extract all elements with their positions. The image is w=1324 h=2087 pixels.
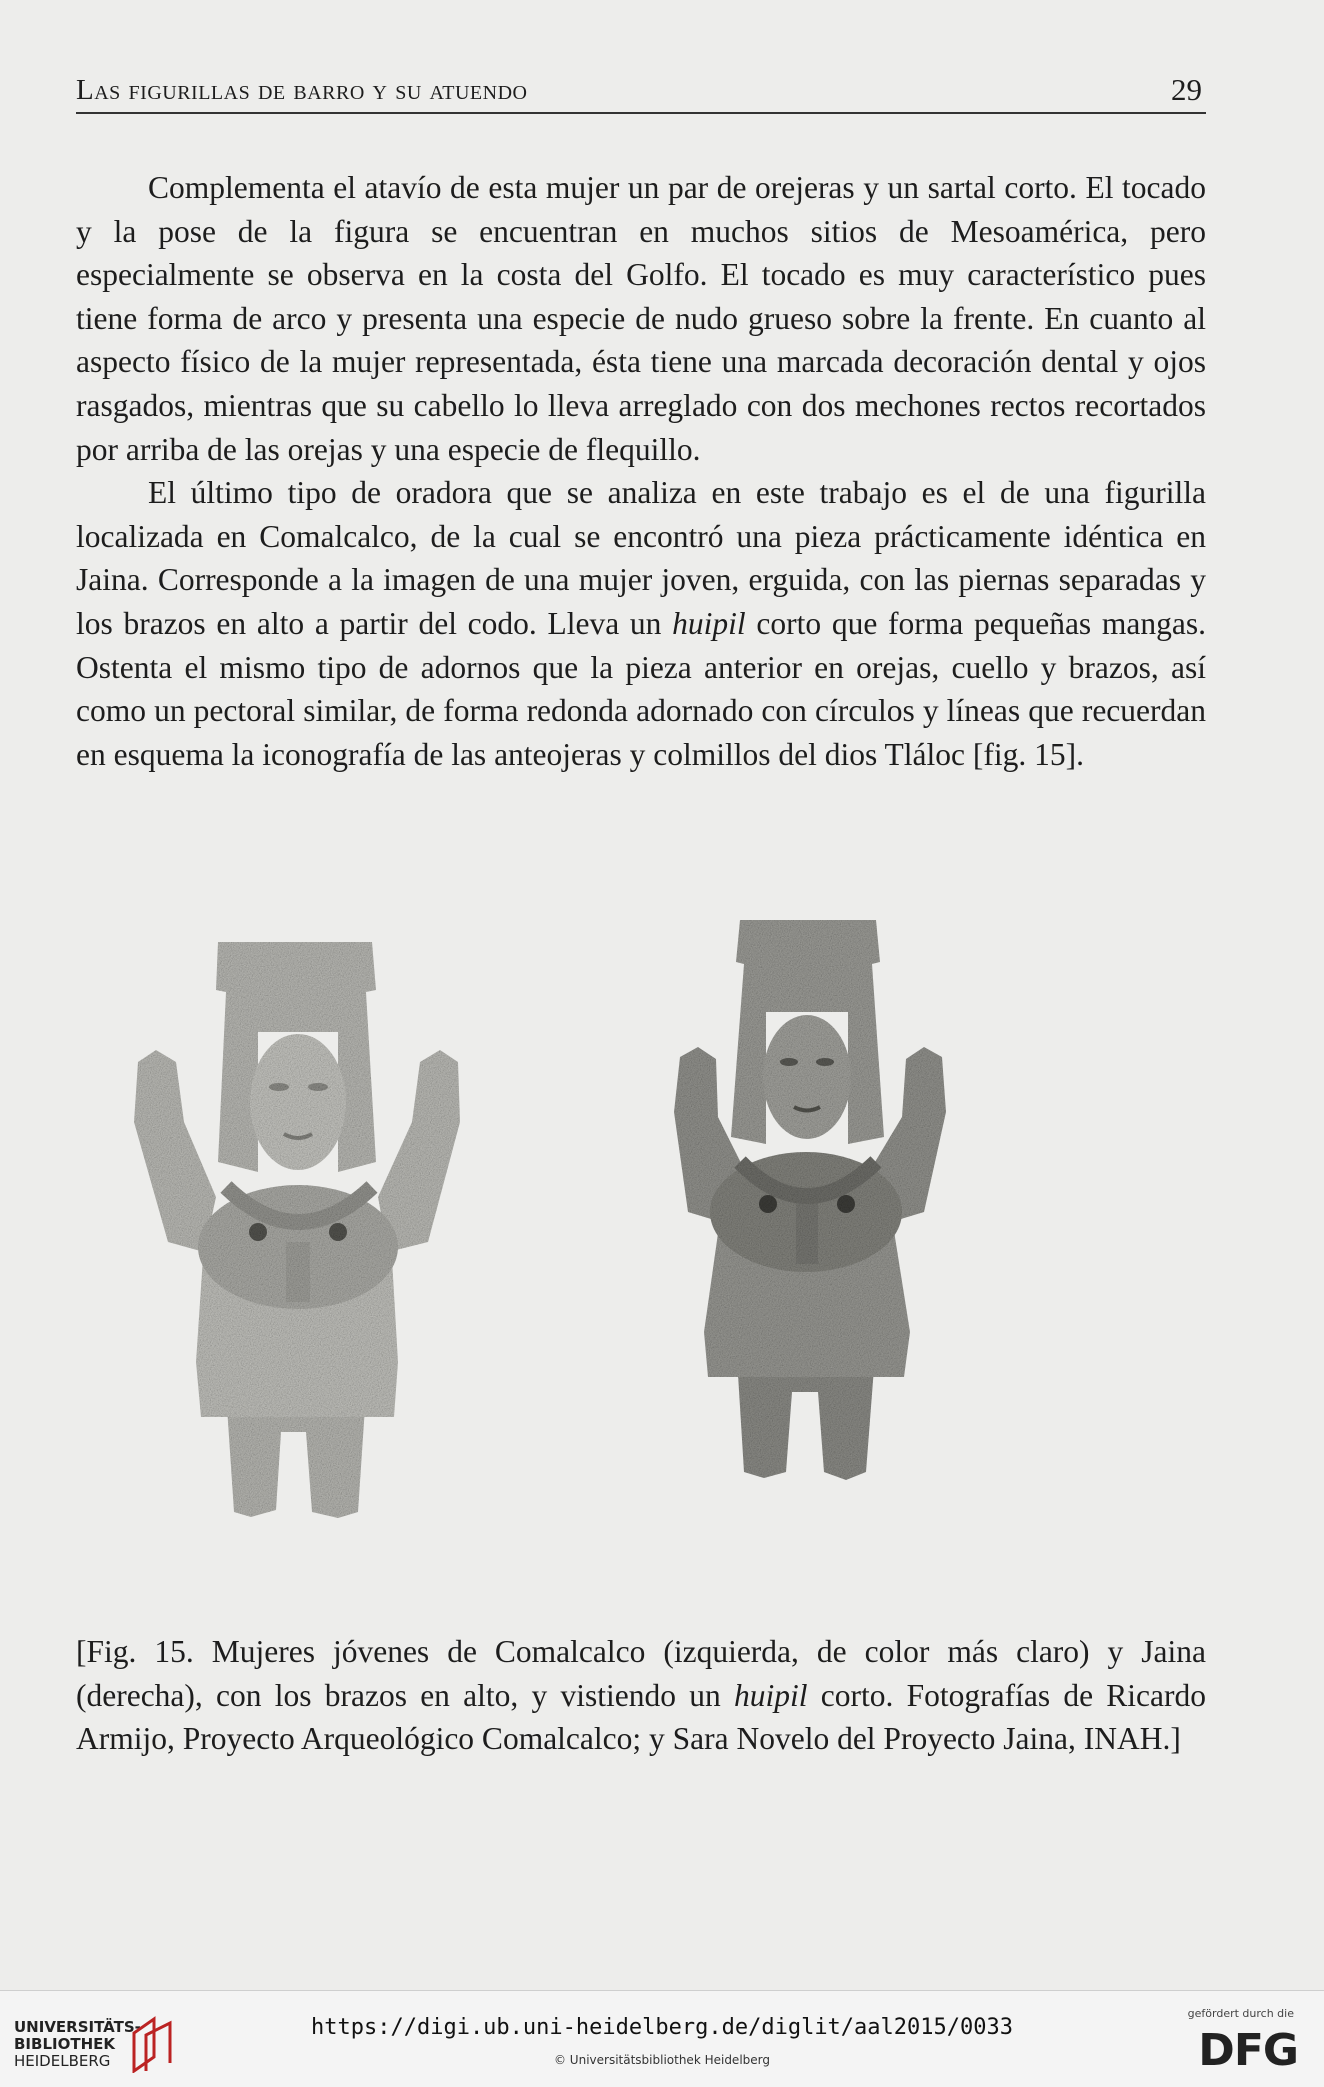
caption-part-b: corto. Fotografías de Ricardo Armijo, Proyecto Arqueológico Comalcalco; y Sara Novelo del Proyecto Jaina, INAH.] <box>76 1677 1207 1757</box>
dfg-logo: DFG <box>1198 2025 1298 2076</box>
figurine-comalcalco-photo <box>134 942 460 1518</box>
library-name-line-3: HEIDELBERG <box>14 2052 111 2070</box>
digital-object-link[interactable]: https://digi.ub.uni-heidelberg.de/diglit/aal2015/0033 <box>311 2015 1013 2040</box>
page-number: 29 <box>1171 72 1202 107</box>
paragraph-2 <box>76 471 1206 776</box>
paragraph-2-part-b: corto que forma pequeñas mangas. Ostenta el mismo tipo de adornos que la pieza anterior en orejas, cuello y brazos, así como un pectoral similar, de forma redonda adornado con círculos y líneas que recuerdan en esquema la iconografía de las anteojeras y colmillos del dios Tláloc [fig. 15]. <box>76 605 1206 772</box>
body-text <box>76 166 1206 776</box>
funding-note: gefördert durch die <box>1187 2007 1294 2020</box>
footer-bar <box>0 1990 1324 2087</box>
figure-15 <box>76 912 1206 1612</box>
caption-italic: huipil <box>734 1677 808 1713</box>
paragraph-2-italic: huipil <box>672 605 746 641</box>
paragraph-1: Complementa el atavío de esta mujer un par de orejeras y un sartal corto. El tocado y la pose de la figura se encuentran en muchos sitios de Mesoamérica, pero especialmente se observa en la costa del Golfo. El tocado es muy característico pues tiene forma de arco y presenta una especie de nudo grueso sobre la frente. En cuanto al aspecto físico de la mujer representada, ésta tiene una marcada decoración dental y ojos rasgados, mientras que su cabello lo lleva arreglado con dos mechones rectos recortados por arriba de las orejas y una especie de flequillo. <box>76 170 1206 467</box>
copyright-notice: © Universitätsbibliothek Heidelberg <box>553 2053 770 2067</box>
caption-part-a: [Fig. 15. Mujeres jóvenes de Comalcalco (izquierda, de color más claro) y Jaina (derecha), con los brazos en alto, y vistiendo un <box>76 1634 1206 1713</box>
running-head <box>76 72 1206 114</box>
paragraph-2-part-a: El último tipo de oradora que se analiza en este trabajo es el de una figurilla localizada en Comalcalco, de la cual se encontró una pieza prácticamente idéntica en Jaina. Corresponde a la imagen de una mujer joven, erguida, con las piernas separadas y los brazos en alto a partir del codo. Lleva un <box>76 475 1206 641</box>
figure-caption <box>76 1630 1206 1761</box>
figurine-jaina-photo <box>674 920 946 1480</box>
running-head-title: Las figurillas de barro y su atuendo <box>76 74 528 106</box>
library-name-line-2: BIBLIOTHEK <box>14 2035 115 2053</box>
figure-photographs <box>76 912 1206 1612</box>
library-name-line-1: UNIVERSITÄTS- <box>14 2018 141 2036</box>
